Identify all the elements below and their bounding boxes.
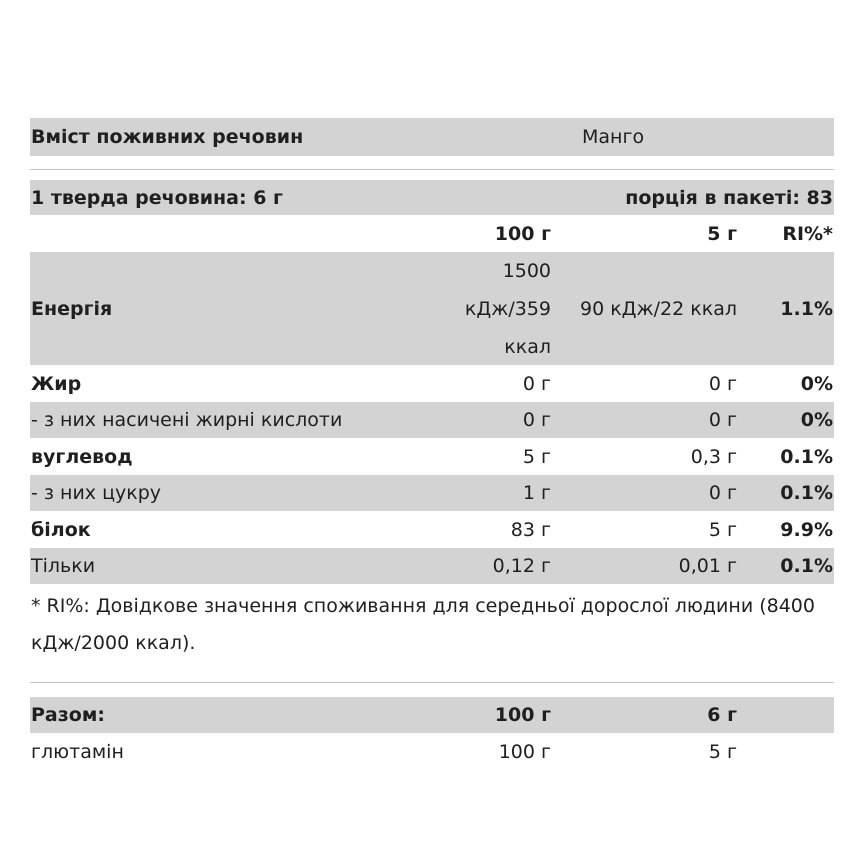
row-ri: 0%	[800, 409, 833, 431]
totals-per6: 6 г	[707, 704, 737, 726]
energy-per5: 90 кДж/22 ккал	[579, 297, 737, 320]
row-label: вуглевод	[31, 445, 133, 468]
energy-ri: 1.1%	[780, 297, 833, 320]
table-row	[30, 402, 834, 438]
row-per100: 5 г	[522, 445, 551, 468]
row-per100: 1 г	[522, 482, 551, 504]
row-per5: 0 г	[708, 409, 737, 431]
table-title: Вміст поживних речовин	[31, 126, 304, 148]
energy-per100-line3: ккал	[504, 335, 551, 358]
ingredient-per100: 100 г	[498, 740, 551, 763]
row-ri: 0.1%	[780, 482, 833, 504]
row-per100: 83 г	[510, 518, 551, 541]
col-per5: 5 г	[707, 222, 737, 245]
row-per100: 0,12 г	[492, 555, 551, 577]
table-title-row	[30, 118, 834, 156]
row-per5: 0,01 г	[678, 555, 737, 577]
nutrition-table	[30, 118, 834, 770]
row-per5: 0 г	[708, 372, 737, 395]
row-label: - з них насичені жирні кислоти	[31, 409, 343, 431]
row-ri: 0%	[800, 372, 833, 395]
row-per5: 0,3 г	[690, 445, 737, 468]
row-ri: 0.1%	[780, 445, 833, 468]
table-row	[30, 548, 834, 584]
table-row	[30, 511, 834, 548]
totals-row	[30, 697, 834, 733]
ingredient-label: глютамін	[31, 740, 124, 763]
table-row	[30, 438, 834, 475]
table-row	[30, 475, 834, 511]
row-label: Жир	[31, 372, 82, 395]
column-header-row	[30, 215, 834, 252]
row-ri: 0.1%	[780, 555, 833, 577]
energy-per100-line2: кДж/359	[464, 297, 551, 320]
totals-per100: 100 г	[494, 704, 551, 726]
col-ri: RI%*	[782, 222, 833, 245]
row-per5: 0 г	[708, 482, 737, 504]
energy-label: Енергія	[31, 297, 113, 320]
row-label: білок	[31, 518, 91, 541]
table-row	[30, 365, 834, 402]
divider	[30, 169, 834, 170]
servings-per-pack: порція в пакеті: 83	[625, 186, 833, 209]
divider	[30, 682, 834, 683]
row-per5: 5 г	[708, 518, 737, 541]
footnote: * RI%: Довідкове значення споживання для середньої дорослої людини (8400 кДж/2000 ккал).	[31, 595, 815, 654]
row-label: - з них цукру	[31, 482, 162, 504]
row-label: Тільки	[31, 555, 96, 577]
flavor-label: Манго	[582, 126, 645, 148]
ingredient-row	[30, 733, 834, 770]
energy-per100-line1: 1500	[502, 259, 551, 282]
row-ri: 9.9%	[780, 518, 833, 541]
serving-size: 1 тверда речовина: 6 г	[31, 186, 283, 209]
energy-row	[30, 252, 834, 365]
ingredient-per5: 5 г	[708, 740, 737, 763]
serving-row	[30, 180, 834, 215]
row-per100: 0 г	[522, 409, 551, 431]
energy-per100	[446, 252, 551, 366]
row-per100: 0 г	[522, 372, 551, 395]
totals-label: Разом:	[31, 704, 105, 726]
col-per100: 100 г	[494, 222, 551, 245]
